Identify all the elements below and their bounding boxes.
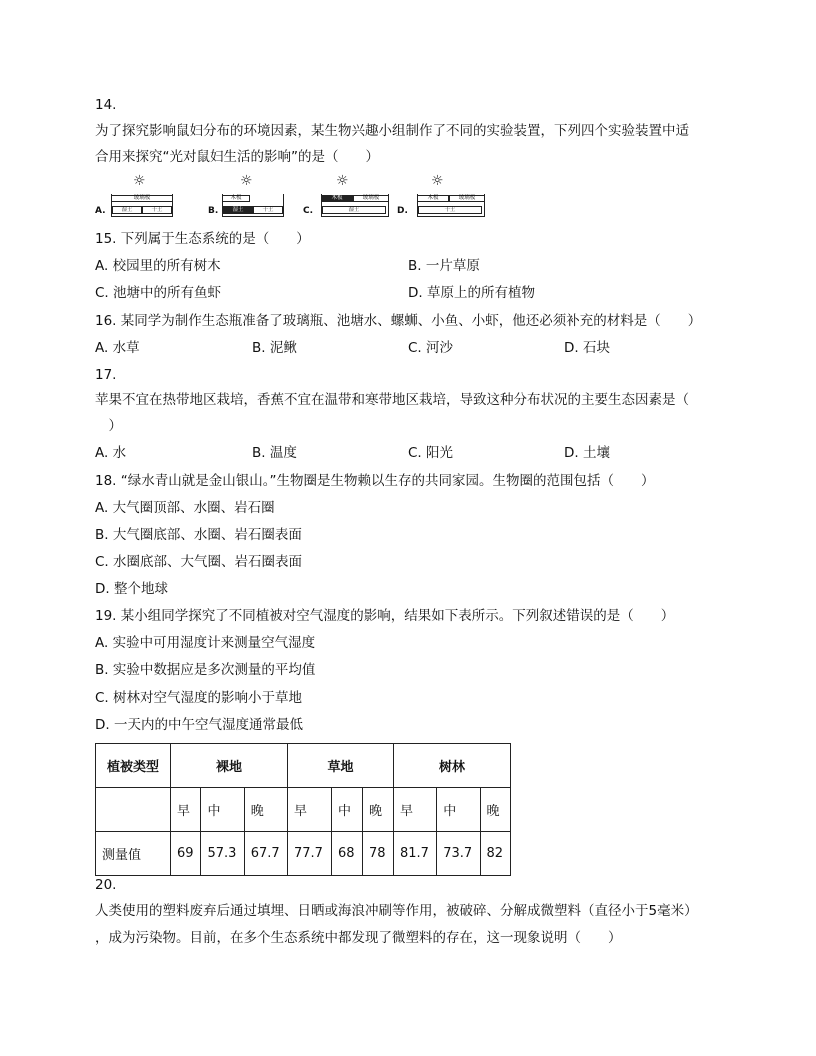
option-letter: A. bbox=[95, 206, 106, 216]
q16-option-c: C. 河沙 bbox=[408, 340, 454, 356]
q17-option-d: D. 土壤 bbox=[564, 445, 610, 461]
value-cell: 78 bbox=[362, 832, 393, 876]
sun-icon: ☼ bbox=[431, 173, 444, 189]
humidity-table bbox=[95, 743, 511, 876]
q14-figure-a bbox=[95, 174, 175, 220]
q19-option-a: A. 实验中可用湿度计来测量空气湿度 bbox=[95, 635, 316, 651]
glass-plate-lid: 玻璃板 bbox=[449, 195, 485, 202]
time-cell: 中 bbox=[201, 788, 244, 832]
option-letter: D. bbox=[397, 206, 408, 216]
q18-option-b: B. 大气圈底部、水圈、岩石圈表面 bbox=[95, 527, 302, 543]
q18-option-a: A. 大气圈顶部、水圈、岩石圈 bbox=[95, 500, 275, 516]
dry-soil: 干土 bbox=[253, 206, 283, 214]
q17-number: 17. bbox=[95, 367, 117, 383]
q14-figure-d bbox=[397, 174, 487, 220]
group-header-forest: 树林 bbox=[394, 744, 511, 788]
q17-stem-line2: ） bbox=[95, 418, 122, 434]
q18-option-c: C. 水圈底部、大气圈、岩石圈表面 bbox=[95, 554, 303, 570]
option-letter: B. bbox=[208, 206, 219, 216]
sun-icon: ☼ bbox=[336, 173, 349, 189]
dry-soil: 干土 bbox=[142, 206, 172, 214]
q15-option-a: A. 校园里的所有树木 bbox=[95, 258, 221, 274]
table-corner-header: 植被类型 bbox=[96, 744, 171, 788]
q20-number: 20. bbox=[95, 877, 117, 893]
value-cell: 82 bbox=[480, 832, 511, 876]
q15-option-b: B. 一片草原 bbox=[408, 258, 480, 274]
row-label-measured-value: 测量值 bbox=[96, 832, 171, 876]
time-cell: 早 bbox=[171, 788, 201, 832]
q17-option-a: A. 水 bbox=[95, 445, 127, 461]
q14-stem-line1: 为了探究影响鼠妇分布的环境因素，某生物兴趣小组制作了不同的实验装置，下列四个实验装置中适 bbox=[95, 123, 689, 139]
value-cell: 77.7 bbox=[288, 832, 332, 876]
dry-soil: 干土 bbox=[418, 206, 482, 214]
group-header-bare-land: 裸地 bbox=[171, 744, 288, 788]
q15-stem: 15. 下列属于生态系统的是（ ） bbox=[95, 231, 310, 247]
q14-figure-c bbox=[303, 174, 393, 220]
q19-option-d: D. 一天内的中午空气湿度通常最低 bbox=[95, 717, 303, 733]
q16-option-b: B. 泥鳅 bbox=[252, 340, 297, 356]
q15-option-d: D. 草原上的所有植物 bbox=[408, 285, 535, 301]
glass-plate-lid: 玻璃板 bbox=[111, 195, 173, 202]
time-cell: 中 bbox=[437, 788, 480, 832]
group-header-grassland: 草地 bbox=[288, 744, 394, 788]
q19-option-b: B. 实验中数据应是多次测量的平均值 bbox=[95, 662, 316, 678]
q14-number: 14. bbox=[95, 97, 117, 113]
q17-option-b: B. 温度 bbox=[252, 445, 297, 461]
q17-stem-line1: 苹果不宜在热带地区栽培，香蕉不宜在温带和寒带地区栽培，导致这种分布状况的主要生态因素是（ bbox=[95, 392, 689, 408]
value-cell: 73.7 bbox=[437, 832, 480, 876]
q18-stem: 18. “绿水青山就是金山银山。”生物圈是生物赖以生存的共同家园。生物圈的范围包括（ ） bbox=[95, 473, 655, 489]
q19-stem: 19. 某小组同学探究了不同植被对空气湿度的影响，结果如下表所示。下列叙述错误的是（ ） bbox=[95, 608, 675, 624]
q19-option-c: C. 树林对空气湿度的影响小于草地 bbox=[95, 690, 303, 706]
q18-option-d: D. 整个地球 bbox=[95, 581, 168, 597]
value-cell: 69 bbox=[171, 832, 201, 876]
time-cell: 晚 bbox=[244, 788, 287, 832]
value-cell: 67.7 bbox=[244, 832, 287, 876]
time-cell: 晚 bbox=[362, 788, 393, 832]
q16-option-d: D. 石块 bbox=[564, 340, 610, 356]
value-cell: 57.3 bbox=[201, 832, 244, 876]
q20-stem-line1: 人类使用的塑料废弃后通过填埋、日晒或海浪冲刷等作用，被破碎、分解成微塑料（直径小于5毫米） bbox=[95, 903, 698, 919]
sun-icon: ☼ bbox=[133, 173, 146, 189]
q16-option-a: A. 水草 bbox=[95, 340, 140, 356]
time-cell: 中 bbox=[332, 788, 363, 832]
q15-option-c: C. 池塘中的所有鱼虾 bbox=[95, 285, 222, 301]
time-cell: 早 bbox=[394, 788, 437, 832]
wet-soil: 湿土 bbox=[112, 206, 142, 214]
q20-stem-line2: ，成为污染物。目前，在多个生态系统中都发现了微塑料的存在，这一现象说明（ ） bbox=[95, 930, 622, 946]
q17-option-c: C. 阳光 bbox=[408, 445, 454, 461]
time-cell: 晚 bbox=[480, 788, 511, 832]
sun-icon: ☼ bbox=[240, 173, 253, 189]
wood-board-lid: 木板 bbox=[417, 195, 449, 202]
glass-plate-lid: 玻璃板 bbox=[353, 195, 389, 202]
q14-figure-b bbox=[208, 174, 288, 220]
wet-soil: 湿土 bbox=[322, 206, 386, 214]
wet-soil: 湿土 bbox=[223, 206, 253, 214]
value-cell: 81.7 bbox=[394, 832, 437, 876]
q16-stem: 16. 某同学为制作生态瓶准备了玻璃瓶、池塘水、螺蛳、小鱼、小虾，他还必须补充的材料是（ ） bbox=[95, 313, 702, 329]
value-cell: 68 bbox=[332, 832, 363, 876]
table-empty-cell bbox=[96, 788, 171, 832]
option-letter: C. bbox=[303, 206, 314, 216]
q14-stem-line2: 合用来探究“光对鼠妇生活的影响”的是（ ） bbox=[95, 149, 379, 165]
time-cell: 早 bbox=[288, 788, 332, 832]
wood-board-lid: 木板 bbox=[222, 195, 250, 202]
wood-board-lid: 木板 bbox=[321, 195, 353, 202]
